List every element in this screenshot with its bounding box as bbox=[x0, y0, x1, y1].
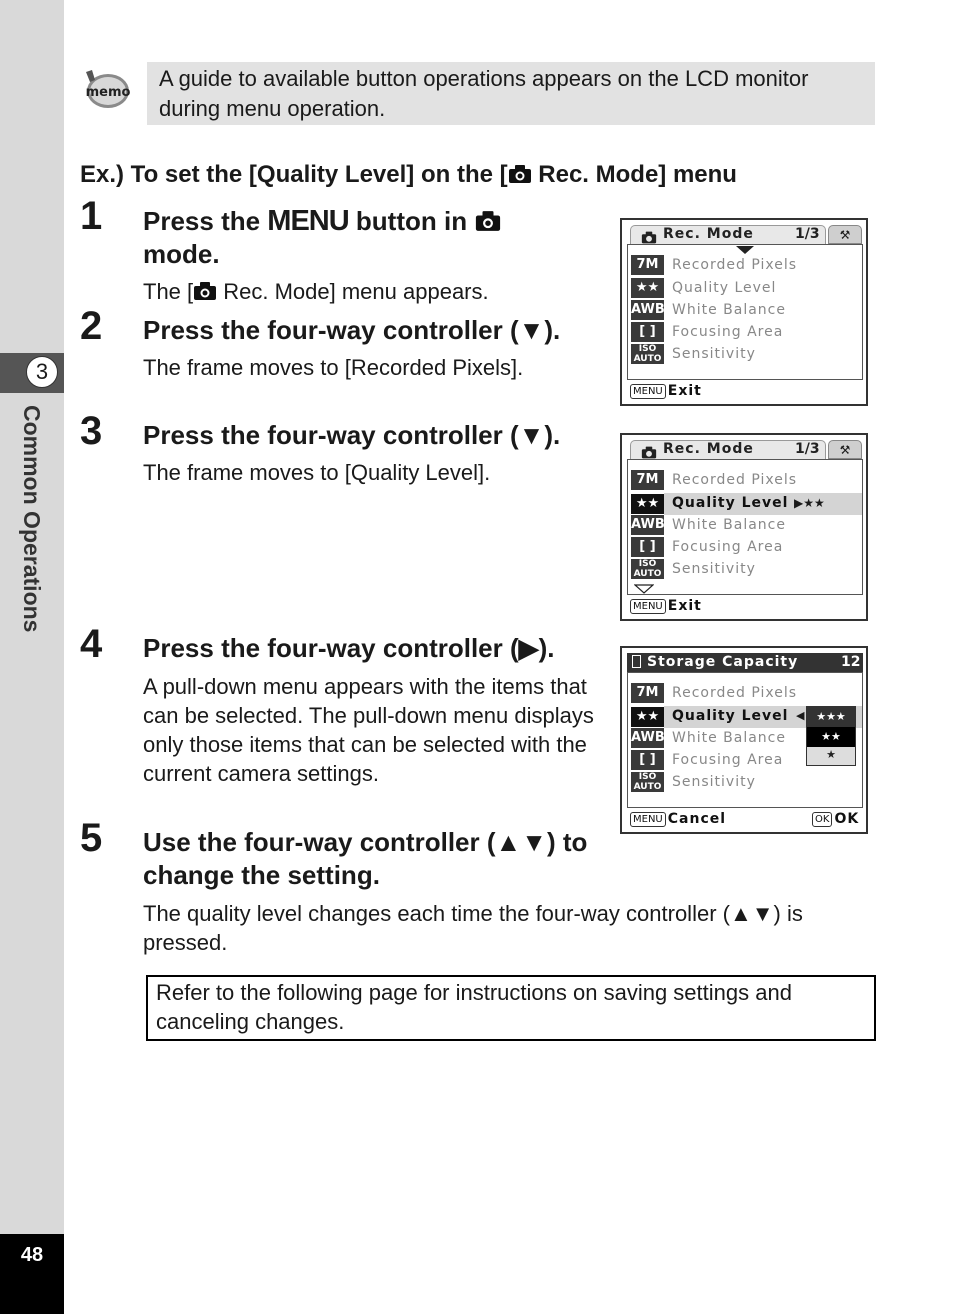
scroll-down-icon bbox=[634, 584, 654, 594]
step-2-number: 2 bbox=[80, 304, 103, 348]
menu-item-sensitivity: Sensitivity bbox=[672, 774, 756, 790]
exit-hint bbox=[630, 383, 702, 399]
white-balance-icon: AWB bbox=[631, 515, 664, 535]
menu-item-sensitivity: Sensitivity bbox=[672, 561, 756, 577]
menu-item-white-balance: White Balance bbox=[672, 302, 786, 318]
recorded-pixels-icon: 7M bbox=[631, 255, 664, 275]
menu-list bbox=[627, 244, 863, 380]
storage-capacity-label: Storage Capacity bbox=[647, 654, 799, 670]
svg-text:memo: memo bbox=[85, 85, 131, 100]
memo-icon bbox=[80, 66, 132, 117]
menu-item-focusing-area: Focusing Area bbox=[672, 324, 784, 340]
lcd-screen-rec-mode-2 bbox=[620, 433, 868, 621]
step-2-title: Press the four-way controller (▼). bbox=[143, 315, 561, 345]
exit-label: Exit bbox=[667, 383, 702, 399]
sidebar bbox=[0, 0, 64, 1314]
recorded-pixels-icon: 7M bbox=[631, 470, 664, 490]
menu-item-quality-level: Quality Level bbox=[672, 280, 777, 296]
rec-mode-tab bbox=[630, 225, 826, 244]
step-5-desc: The quality level changes each time the four-way controller (▲▼) is pressed. bbox=[143, 901, 803, 955]
menu-button-icon: MENU bbox=[630, 384, 666, 399]
storage-capacity-value: 12 bbox=[841, 654, 861, 670]
step-3-title: Press the four-way controller (▼). bbox=[143, 420, 561, 450]
tab-title: Rec. Mode bbox=[663, 226, 754, 242]
menu-button-icon: MENU bbox=[630, 812, 666, 827]
camera-icon bbox=[193, 279, 217, 304]
ok-button-icon: OK bbox=[812, 812, 832, 827]
cancel-label: Cancel bbox=[667, 811, 727, 827]
step-1-title-c: mode. bbox=[143, 239, 220, 269]
step-4-title: Press the four-way controller (▶). bbox=[143, 633, 555, 663]
menu-list bbox=[627, 459, 863, 595]
tab-title: Rec. Mode bbox=[663, 441, 754, 457]
menu-button-label: MENU bbox=[267, 205, 349, 237]
step-1-desc-a: The [ bbox=[143, 279, 194, 304]
menu-item-focusing-area: Focusing Area bbox=[672, 539, 784, 555]
pulldown-item-best: ★★★ bbox=[807, 707, 855, 727]
white-balance-icon: AWB bbox=[631, 728, 664, 748]
step-5-title: Use the four-way controller (▲▼) to change the setting. bbox=[143, 827, 588, 890]
recorded-pixels-icon: 7M bbox=[631, 683, 664, 703]
focusing-area-icon: [ ] bbox=[631, 537, 664, 557]
right-arrow-icon: ▶ bbox=[794, 496, 804, 510]
step-5-number: 5 bbox=[80, 816, 103, 860]
step-4-desc: A pull-down menu appears with the items that can be selected. The pull-down menu displays only those items that can be selected with the current camera settings. bbox=[143, 674, 594, 786]
step-2-desc: The frame moves to [Recorded Pixels]. bbox=[143, 355, 524, 380]
pulldown-menu bbox=[806, 706, 856, 766]
step-1-desc-b: Rec. Mode] menu appears. bbox=[217, 279, 489, 304]
lcd-screen-pulldown bbox=[620, 646, 868, 834]
focusing-area-icon: [ ] bbox=[631, 750, 664, 770]
menu-item-white-balance: White Balance bbox=[672, 517, 786, 533]
sensitivity-icon: ISO AUTO bbox=[631, 559, 664, 579]
page-number: 48 bbox=[20, 1244, 44, 1266]
example-heading bbox=[80, 161, 737, 189]
menu-item-quality-level: Quality Level bbox=[672, 708, 789, 724]
step-3-desc: The frame moves to [Quality Level]. bbox=[143, 460, 491, 485]
quality-level-icon: ★★ bbox=[631, 494, 664, 514]
sensitivity-icon: ISO AUTO bbox=[631, 772, 664, 792]
menu-item-focusing-area: Focusing Area bbox=[672, 752, 784, 768]
exit-label: Exit bbox=[667, 598, 702, 614]
cancel-hint bbox=[630, 811, 726, 827]
chapter-number: 3 bbox=[26, 356, 58, 388]
sensitivity-icon: ISO AUTO bbox=[631, 344, 664, 364]
memo-text: A guide to available button operations appears on the LCD monitor during menu operation. bbox=[159, 66, 809, 121]
quality-level-icon: ★★ bbox=[631, 278, 664, 298]
menu-list bbox=[627, 672, 863, 808]
menu-item-recorded-pixels: Recorded Pixels bbox=[672, 257, 797, 273]
quality-value-stars: ★★ bbox=[803, 496, 825, 510]
focusing-area-icon: [ ] bbox=[631, 322, 664, 342]
tab-page-indicator: 1/3 bbox=[795, 441, 820, 457]
pulldown-item-better: ★★ bbox=[807, 727, 855, 747]
left-arrow-icon: ◀ bbox=[796, 709, 805, 722]
setup-tab-icon: ⚒ bbox=[828, 440, 862, 459]
example-heading-start: Ex.) To set the [Quality Level] on the [ bbox=[80, 161, 508, 188]
menu-item-recorded-pixels: Recorded Pixels bbox=[672, 472, 797, 488]
camera-icon bbox=[474, 206, 502, 236]
chapter-title: Common Operations bbox=[19, 405, 45, 633]
step-4-number: 4 bbox=[80, 622, 103, 666]
menu-item-recorded-pixels: Recorded Pixels bbox=[672, 685, 797, 701]
white-balance-icon: AWB bbox=[631, 300, 664, 320]
step-1-title-b: button in bbox=[348, 206, 475, 236]
camera-icon bbox=[508, 161, 532, 188]
quality-value bbox=[794, 496, 825, 510]
ok-label: OK bbox=[834, 811, 860, 827]
memory-card-icon bbox=[632, 655, 641, 668]
pulldown-item-good: ★ bbox=[826, 748, 836, 761]
step-1-title bbox=[143, 205, 583, 271]
step-1-title-a: Press the bbox=[143, 206, 268, 236]
step-1-desc bbox=[143, 277, 489, 306]
step-1-number: 1 bbox=[80, 194, 103, 238]
note-text: Refer to the following page for instructions on saving settings and canceling changes. bbox=[156, 980, 792, 1034]
example-heading-end: Rec. Mode] menu bbox=[531, 161, 737, 188]
menu-item-sensitivity: Sensitivity bbox=[672, 346, 756, 362]
setup-tab-icon: ⚒ bbox=[828, 225, 862, 244]
tab-page-indicator: 1/3 bbox=[795, 226, 820, 242]
menu-item-white-balance: White Balance bbox=[672, 730, 786, 746]
lcd-screen-rec-mode-1 bbox=[620, 218, 868, 406]
storage-capacity-header bbox=[627, 653, 863, 673]
exit-hint bbox=[630, 598, 702, 614]
ok-hint bbox=[812, 811, 859, 827]
quality-level-icon: ★★ bbox=[631, 707, 664, 727]
rec-mode-tab bbox=[630, 440, 826, 459]
step-3-number: 3 bbox=[80, 409, 103, 453]
menu-item-quality-level: Quality Level bbox=[672, 495, 789, 511]
menu-button-icon: MENU bbox=[630, 599, 666, 614]
